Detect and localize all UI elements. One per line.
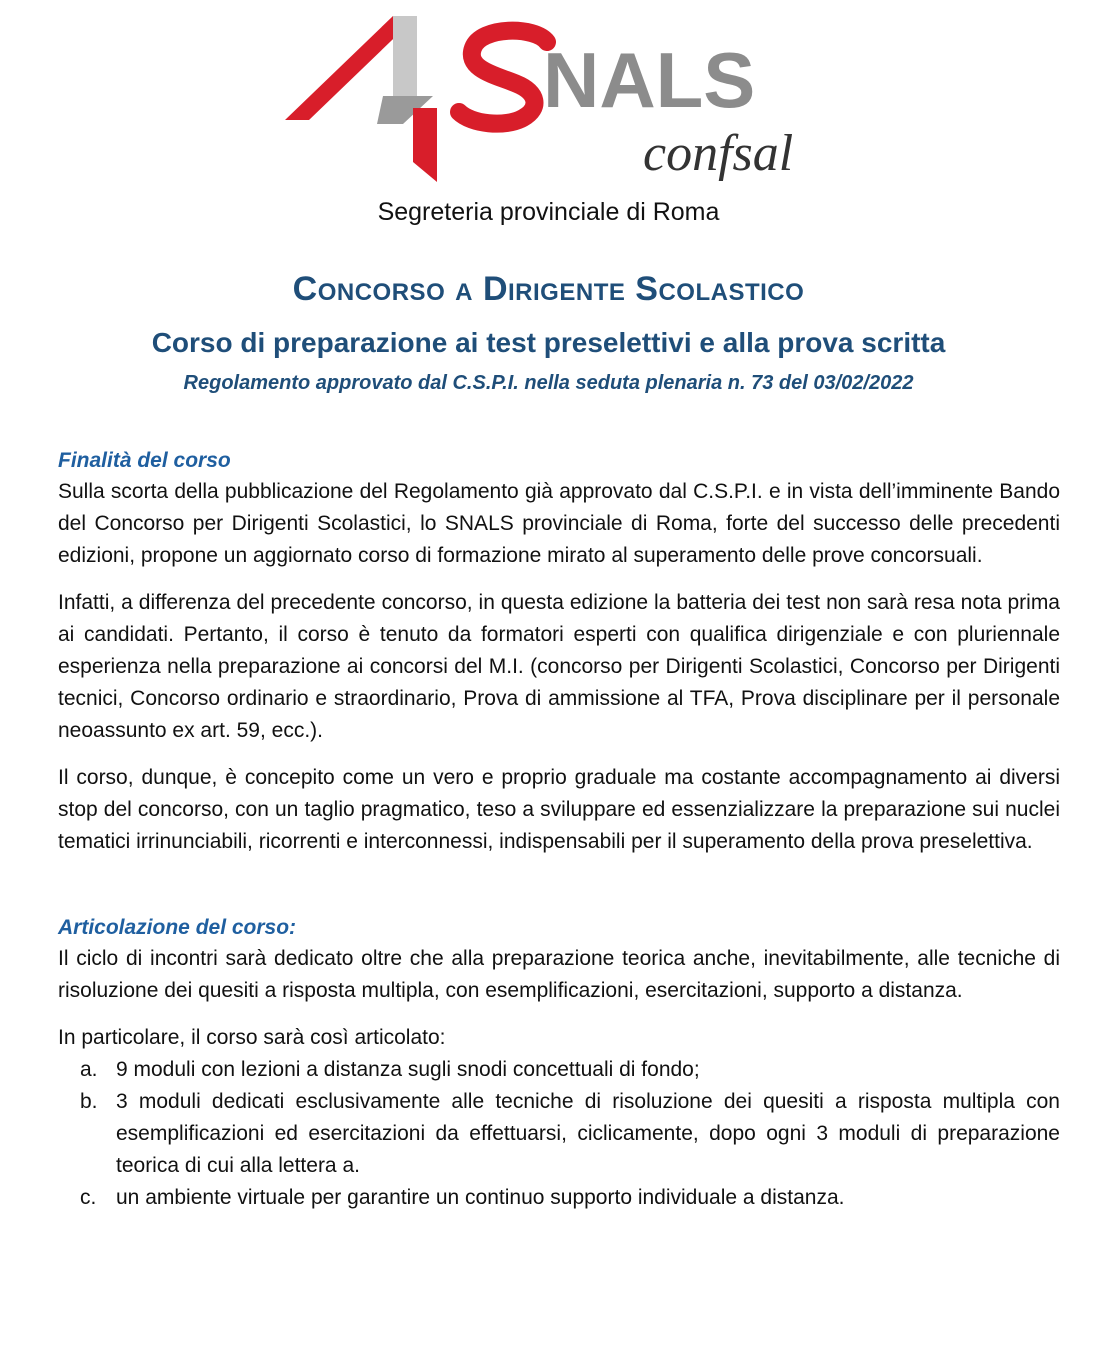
list-item-text: 9 moduli con lezioni a distanza sugli snodi concettuali di fondo;: [116, 1058, 700, 1081]
document-body: [58, 446, 1060, 1214]
section-gap: [58, 873, 1060, 913]
list-marker: c.: [80, 1186, 97, 1209]
regolamento-line: Regolamento approvato dal C.S.P.I. nella seduta plenaria n. 73 del 03/02/2022: [183, 372, 914, 394]
logo-gray-bar: [393, 16, 417, 108]
list-marker: b.: [80, 1090, 98, 1113]
page-title: Concorso a Dirigente Scolastico: [292, 270, 805, 308]
finalita-paragraph-3: Il corso, dunque, è concepito come un vero e proprio graduale ma costante accompagnamento ai diversi stop del concorso, con un taglio pragmatico, teso a sviluppare ed essenzializzare la preparazione sui nuclei tematici irrinunciabili, ricorrenti e interconnessi, indispensabili per il superamento della prova preselettiva.: [58, 766, 1060, 853]
articolazione-paragraph-1: Il ciclo di incontri sarà dedicato oltre che alla preparazione teorica anche, inevitabilmente, alle tecniche di risoluzione dei quesiti a risposta multipla, con esemplificazioni, esercitazioni, supporto a distanza.: [58, 947, 1060, 1002]
articolazione-paragraph-2: In particolare, il corso sarà così articolato:: [58, 1026, 446, 1049]
logo-nals-text: NALS: [543, 36, 756, 124]
logo-red-stroke-right: [413, 108, 437, 182]
list-item: [58, 1054, 1060, 1086]
finalita-paragraph-1: Sulla scorta della pubblicazione del Regolamento già approvato dal C.S.P.I. e in vista dell’imminente Bando del Concorso per Dirigenti Scolastici, lo SNALS provinciale di Roma, forte del successo delle precedenti edizioni, propone un aggiornato corso di formazione mirato al superamento delle prove concorsuali.: [58, 480, 1060, 567]
page-subtitle: Corso di preparazione ai test preselettivi e alla prova scritta: [151, 327, 946, 358]
logo-s-letter: [459, 31, 547, 124]
logo-confsal-text: confsal: [643, 125, 794, 182]
snals-logo-graphic: [285, 12, 845, 192]
list-item-text: 3 moduli dedicati esclusivamente alle tecniche di risoluzione dei quesiti a risposta multipla con esemplificazioni ed esercitazioni da effettuarsi, ciclicamente, dopo ogni 3 moduli di preparazione teorica di cui alla lettera a.: [116, 1090, 1060, 1177]
list-item: [58, 1086, 1060, 1182]
list-item: [58, 1182, 1060, 1214]
snals-confsal-logo: [285, 12, 845, 192]
articolazione-list: [58, 1054, 1060, 1214]
finalita-heading: Finalità del corso: [58, 449, 231, 472]
articolazione-heading: Articolazione del corso:: [58, 916, 297, 939]
segreteria-subheader: Segreteria provinciale di Roma: [377, 198, 720, 226]
list-marker: a.: [80, 1058, 98, 1081]
list-item-text: un ambiente virtuale per garantire un continuo supporto individuale a distanza.: [116, 1186, 845, 1209]
finalita-paragraph-2: Infatti, a differenza del precedente concorso, in questa edizione la batteria dei test non sarà resa nota prima ai candidati. Pertanto, il corso è tenuto da formatori esperti con qualifica dirigenziale e con pluriennale esperienza nella preparazione ai concorsi del M.I. (concorso per Dirigenti Scolastici, Concorso per Dirigenti tecnici, Concorso ordinario e straordinario, Prova di ammissione al TFA, Prova disciplinare per il personale neoassunto ex art. 59, ecc.).: [58, 591, 1060, 742]
